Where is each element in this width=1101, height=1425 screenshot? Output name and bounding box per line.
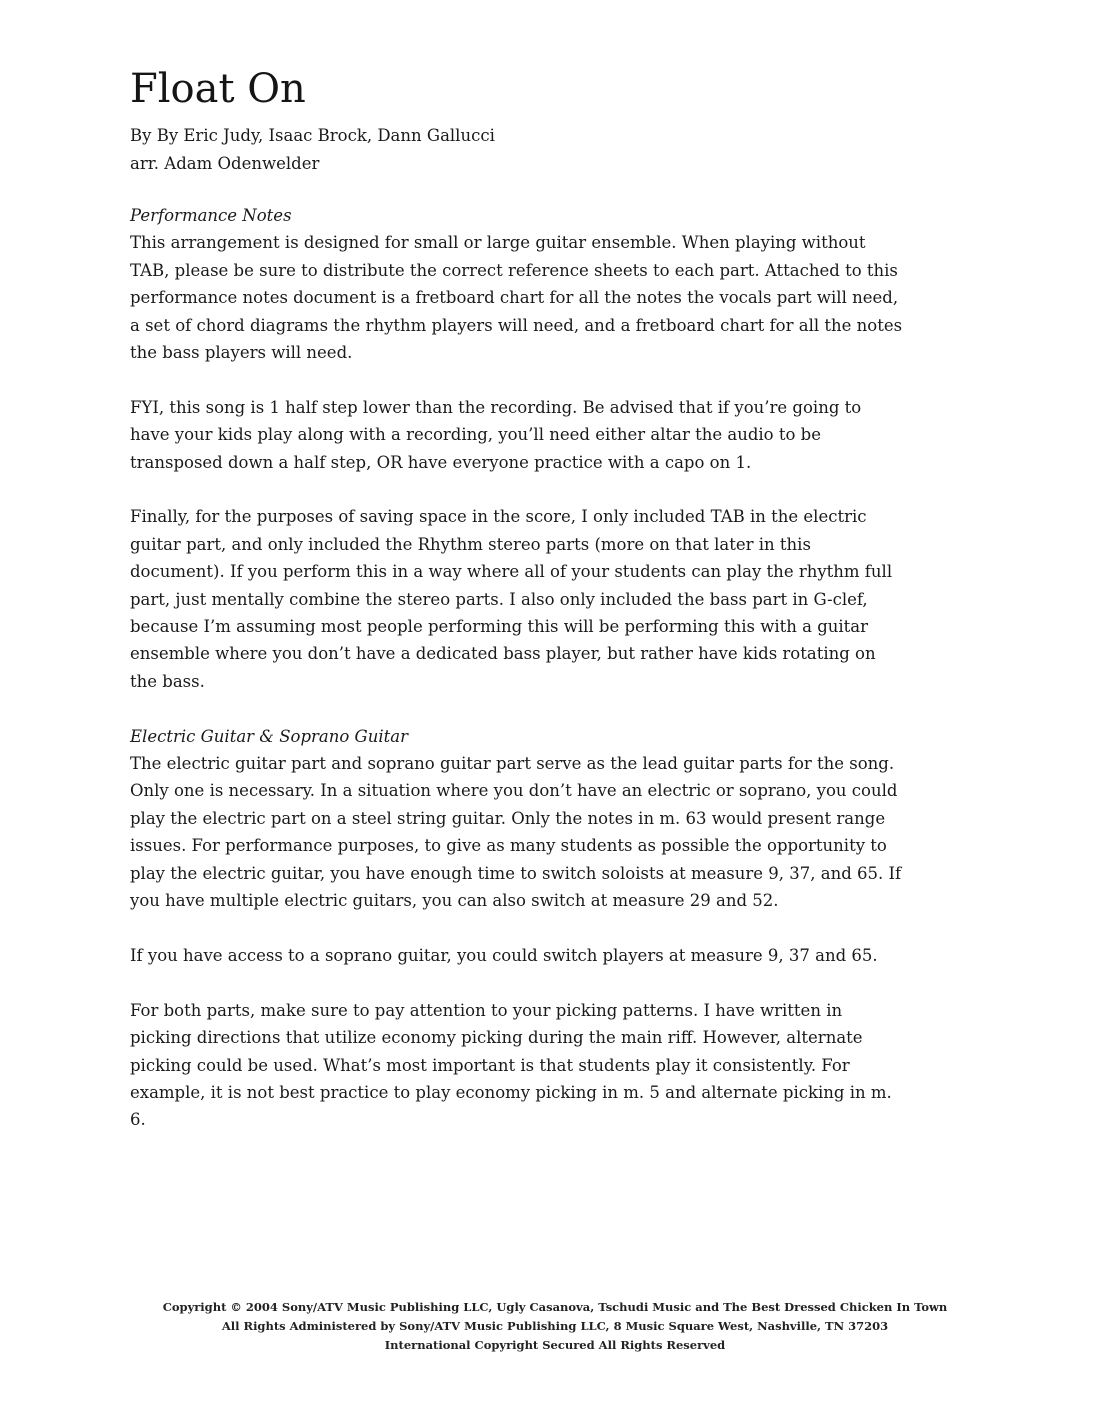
text-line: ensemble where you don’t have a dedicated bass player, but rather have kids rotating on xyxy=(130,644,876,664)
page-title: Float On xyxy=(130,66,306,112)
section-heading-electric-soprano: Electric Guitar & Soprano Guitar xyxy=(130,726,408,746)
text-line: Only one is necessary. In a situation where you don’t have an electric or soprano, you could xyxy=(130,781,898,801)
text-line: you have multiple electric guitars, you can also switch at measure 29 and 52. xyxy=(130,891,779,911)
text-line: FYI, this song is 1 half step lower than the recording. Be advised that if you’re going to xyxy=(130,397,862,417)
text-line: example, it is not best practice to play economy picking in m. 5 and alternate picking in m. xyxy=(130,1082,892,1102)
paragraph-electric-soprano-2 xyxy=(130,942,980,969)
text-line: The electric guitar part and soprano guitar part serve as the lead guitar parts for the song. xyxy=(130,754,895,774)
text-line: a set of chord diagrams the rhythm players will need, and a fretboard chart for all the notes xyxy=(130,315,903,335)
document-body xyxy=(130,202,980,1161)
text-line: picking directions that utilize economy picking during the main riff. However, alternate xyxy=(130,1028,863,1048)
text-line: have your kids play along with a recording, you’ll need either altar the audio to be xyxy=(130,425,821,445)
arranger-credit: arr. Adam Odenwelder xyxy=(130,153,320,173)
text-line: For both parts, make sure to pay attention to your picking patterns. I have written in xyxy=(130,1000,843,1020)
copyright-line: Copyright © 2004 Sony/ATV Music Publishing LLC, Ugly Casanova, Tschudi Music and The Best Dressed Chicken In Town xyxy=(162,1300,948,1314)
paragraph-performance-notes-1 xyxy=(130,229,980,366)
rights-administration-line: All Rights Administered by Sony/ATV Music Publishing LLC, 8 Music Square West, Nashville, TN 37203 xyxy=(221,1319,889,1333)
copyright-footer xyxy=(100,1298,1010,1355)
text-line: play the electric part on a steel string guitar. Only the notes in m. 63 would present range xyxy=(130,808,886,828)
text-line: This arrangement is designed for small or large guitar ensemble. When playing without xyxy=(130,233,866,253)
text-line: picking could be used. What’s most important is that students play it consistently. For xyxy=(130,1055,850,1075)
text-line: document). If you perform this in a way where all of your students can play the rhythm full xyxy=(130,562,893,582)
text-line: play the electric guitar, you have enough time to switch soloists at measure 9, 37, and 65. If xyxy=(130,863,902,883)
paragraph-performance-notes-2 xyxy=(130,394,980,476)
text-line: If you have access to a soprano guitar, you could switch players at measure 9, 37 and 65. xyxy=(130,945,878,965)
text-line: TAB, please be sure to distribute the correct reference sheets to each part. Attached to this xyxy=(130,260,898,280)
text-line: the bass players will need. xyxy=(130,343,353,363)
text-line: part, just mentally combine the stereo parts. I also only included the bass part in G-clef, xyxy=(130,589,868,609)
section-heading-performance-notes: Performance Notes xyxy=(130,206,292,225)
text-line: issues. For performance purposes, to give as many students as possible the opportunity to xyxy=(130,836,887,856)
paragraph-electric-soprano-1 xyxy=(130,750,980,914)
text-line: Finally, for the purposes of saving space in the score, I only included TAB in the electric xyxy=(130,507,867,527)
text-line: 6. xyxy=(130,1110,146,1130)
credits-block xyxy=(130,122,495,177)
text-line: the bass. xyxy=(130,671,205,691)
text-line: because I’m assuming most people performing this will be performing this with a guitar xyxy=(130,617,869,637)
paragraph-performance-notes-3 xyxy=(130,503,980,695)
text-line: guitar part, and only included the Rhythm stereo parts (more on that later in this xyxy=(130,534,811,554)
text-line: transposed down a half step, OR have everyone practice with a capo on 1. xyxy=(130,452,752,472)
rights-reserved-line: International Copyright Secured All Rights Reserved xyxy=(384,1338,726,1352)
paragraph-electric-soprano-3 xyxy=(130,997,980,1134)
text-line: performance notes document is a fretboard chart for all the notes the vocals part will need, xyxy=(130,288,899,308)
composer-credit: By By Eric Judy, Isaac Brock, Dann Gallucci xyxy=(130,126,495,145)
